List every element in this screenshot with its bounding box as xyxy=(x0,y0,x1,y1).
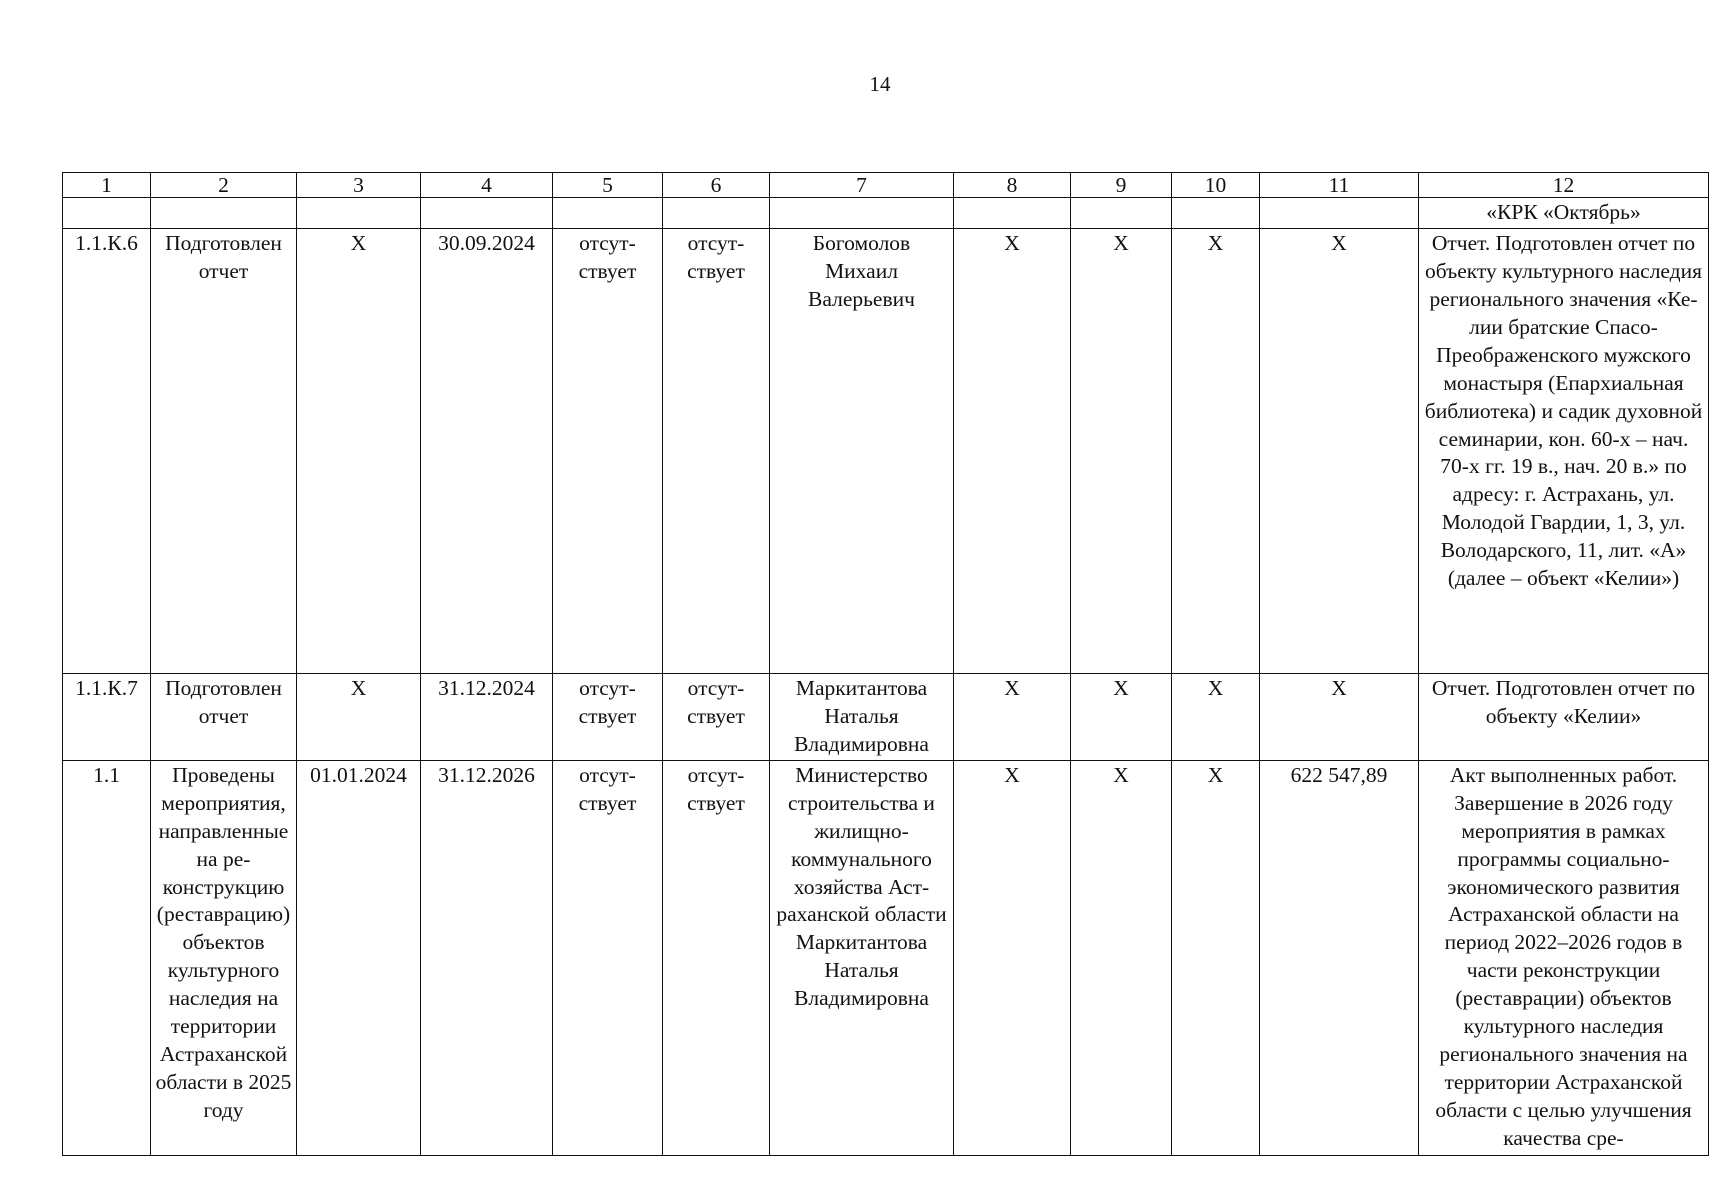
plan-table xyxy=(62,172,1709,1156)
row-name: Подготовлен отчет xyxy=(151,673,297,760)
row-col9: X xyxy=(1071,760,1172,1155)
row-responsible: Богомолов Михаил Валерьевич xyxy=(770,228,954,673)
column-header: 4 xyxy=(421,173,553,198)
table-row xyxy=(63,760,1709,1155)
column-header: 6 xyxy=(663,173,770,198)
row-col6: отсутствует xyxy=(663,673,770,760)
row-number: 1.1.К.6 xyxy=(63,228,151,673)
row-responsible: Министерство строительства и жилищно-коммунального хозяйства Астраханской области Маркитантова Наталья Владимировна xyxy=(770,760,954,1155)
row-col11: 622 547,89 xyxy=(1260,760,1419,1155)
column-header: 5 xyxy=(553,173,663,198)
row-result: Акт выполненных работ. Завершение в 2026 году мероприятия в рамках программы социально-экономического развития Астраханской области на период 2022–2026 годов в части реконструкции (реставрации) объектов культурного наследия регионального значения на территории Астраханской области с целью улучшения качества сре- xyxy=(1419,760,1709,1155)
row-col10: X xyxy=(1172,228,1260,673)
row-col6: отсутствует xyxy=(663,760,770,1155)
column-header: 3 xyxy=(297,173,421,198)
row-col5: отсутствует xyxy=(553,673,663,760)
row-col10: X xyxy=(1172,760,1260,1155)
column-header: 12 xyxy=(1419,173,1709,198)
row-number: 1.1.К.7 xyxy=(63,673,151,760)
table-row xyxy=(63,673,1709,760)
row-col11: X xyxy=(1260,228,1419,673)
page-number: 14 xyxy=(869,72,891,96)
row-start-date: X xyxy=(297,673,421,760)
row-col10: X xyxy=(1172,673,1260,760)
row-start-date: 01.01.2024 xyxy=(297,760,421,1155)
row-end-date: 31.12.2026 xyxy=(421,760,553,1155)
row-responsible: Маркитантова Наталья Владимировна xyxy=(770,673,954,760)
column-header: 11 xyxy=(1260,173,1419,198)
column-header: 1 xyxy=(63,173,151,198)
column-header: 8 xyxy=(954,173,1071,198)
row-col9: X xyxy=(1071,673,1172,760)
row-col8: X xyxy=(954,228,1071,673)
column-header: 9 xyxy=(1071,173,1172,198)
row-col8: X xyxy=(954,673,1071,760)
row-col5: отсутствует xyxy=(553,760,663,1155)
column-header: 10 xyxy=(1172,173,1260,198)
column-header: 2 xyxy=(151,173,297,198)
continuation-text: «КРК «Октябрь» xyxy=(1419,198,1709,229)
row-col5: отсутствует xyxy=(553,228,663,673)
row-end-date: 31.12.2024 xyxy=(421,673,553,760)
continuation-row xyxy=(63,198,1709,229)
row-start-date: X xyxy=(297,228,421,673)
table-row xyxy=(63,228,1709,673)
row-col11: X xyxy=(1260,673,1419,760)
row-col9: X xyxy=(1071,228,1172,673)
row-name: Подготовлен отчет xyxy=(151,228,297,673)
row-number: 1.1 xyxy=(63,760,151,1155)
header-row xyxy=(63,173,1709,198)
row-name: Проведены мероприятия, направленные на реконструкцию (реставрацию) объектов культурного наследия на территории Астраханской области в 2025 году xyxy=(151,760,297,1155)
column-header: 7 xyxy=(770,173,954,198)
row-result: Отчет. Подготовлен отчет по объекту культурного наследия регионального значения «Келии братские Спасо-Преображенского мужского монастыря (Епархиальная библиотека) и садик духовной семинарии, кон. 60-х – нач. 70-х гг. 19 в., нач. 20 в.» по адресу: г. Астрахань, ул. Молодой Гвардии, 1, 3, ул. Володарского, 11, лит. «А» (далее – объект «Келии») xyxy=(1419,228,1709,673)
row-col6: отсутствует xyxy=(663,228,770,673)
row-col8: X xyxy=(954,760,1071,1155)
row-result: Отчет. Подготовлен отчет по объекту «Келии» xyxy=(1419,673,1709,760)
row-end-date: 30.09.2024 xyxy=(421,228,553,673)
